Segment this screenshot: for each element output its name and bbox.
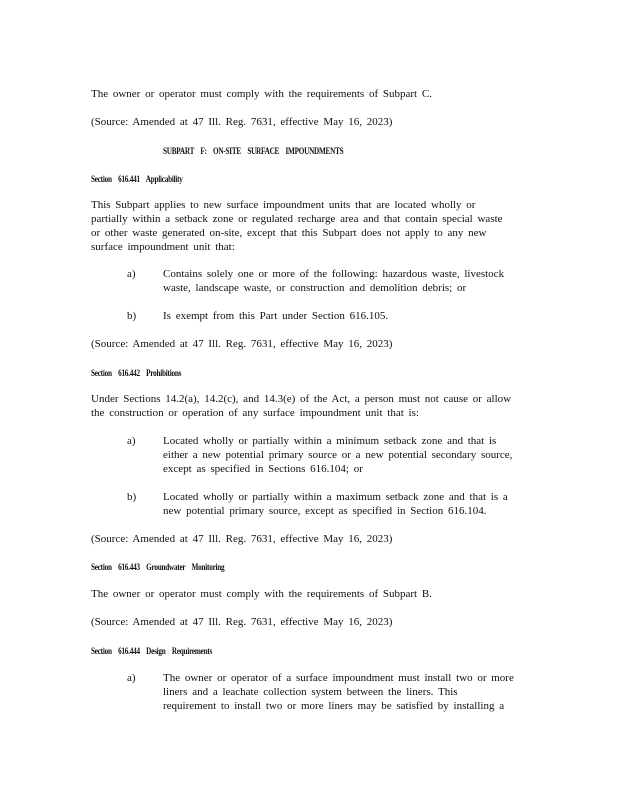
paragraph-line: The owner or operator must comply with the requirements of Subpart B. [91,588,432,600]
paragraph-line: the construction or operation of any surface impoundment unit that is: [91,407,419,419]
source-note: (Source: Amended at 47 Ill. Reg. 7631, effective May 16, 2023) [91,616,393,628]
paragraph-line: This Subpart applies to new surface impoundment units that are located wholly or [91,199,476,211]
paragraph-line: Under Sections 14.2(a), 14.2(c), and 14.3(e) of the Act, a person must not cause or allow [91,393,512,405]
item-text-line: Contains solely one or more of the following: hazardous waste, livestock [163,268,505,280]
source-note: (Source: Amended at 47 Ill. Reg. 7631, effective May 16, 2023) [91,533,393,545]
item-label-a: a) [127,435,136,447]
section-heading-616-441: Section 616.441 Applicability [91,174,183,184]
item-label-a: a) [127,268,136,280]
paragraph-line: surface impoundment unit that: [91,241,235,253]
section-heading-616-442: Section 616.442 Prohibitions [91,368,182,378]
item-label-b: b) [127,310,137,322]
item-text-line: requirement to install two or more liners may be satisfied by installing a [163,700,505,712]
source-note: (Source: Amended at 47 Ill. Reg. 7631, effective May 16, 2023) [91,116,393,128]
source-note: (Source: Amended at 47 Ill. Reg. 7631, effective May 16, 2023) [91,338,393,350]
item-text-line: Is exempt from this Part under Section 616.105. [163,310,389,322]
item-text-line: waste, landscape waste, or construction and demolition debris; or [163,282,467,294]
item-text-line: Located wholly or partially within a minimum setback zone and that is [163,435,497,447]
item-text-line: The owner or operator of a surface impoundment must install two or more [163,672,514,684]
item-text-line: new potential primary source, except as specified in Section 616.104. [163,505,487,517]
subpart-heading: SUBPART F: ON-SITE SURFACE IMPOUNDMENTS [163,146,344,156]
item-text-line: either a new potential primary source or a new potential secondary source, [163,449,513,461]
item-text-line: Located wholly or partially within a maximum setback zone and that is a [163,491,508,503]
paragraph-line: partially within a setback zone or regulated recharge area and that contain special waste [91,213,503,225]
item-label-a: a) [127,672,136,684]
item-text-line: except as specified in Sections 616.104; or [163,463,363,475]
section-heading-616-443: Section 616.443 Groundwater Monitoring [91,562,225,572]
paragraph-line: or other waste generated on-site, except that this Subpart does not apply to any new [91,227,487,239]
subpart-c-compliance: The owner or operator must comply with the requirements of Subpart C. [91,88,432,100]
item-label-b: b) [127,491,137,503]
item-text-line: liners and a leachate collection system between the liners. This [163,686,458,698]
section-heading-616-444: Section 616.444 Design Requirements [91,646,213,656]
